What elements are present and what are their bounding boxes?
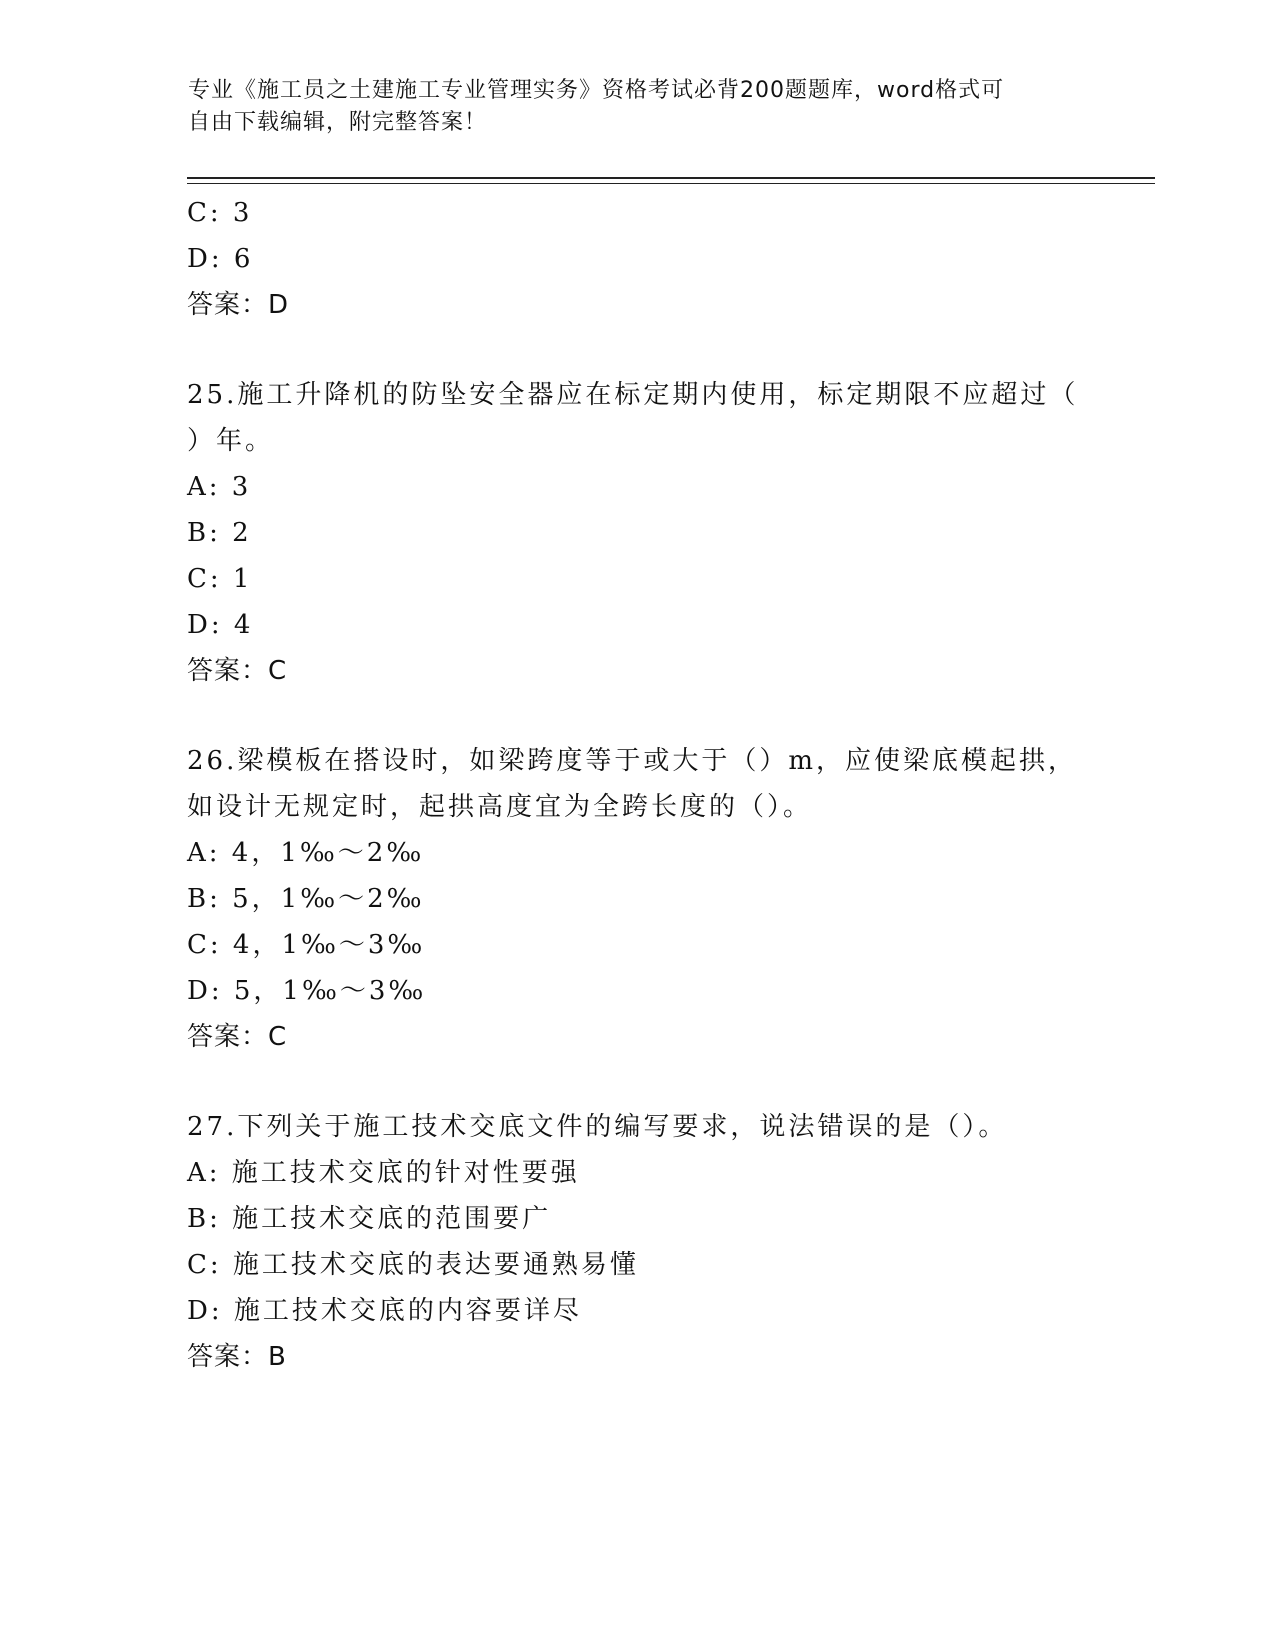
question-stem: 26.梁模板在搭设时，如梁跨度等于或大于（）m，应使梁底模起拱， (187, 746, 1078, 776)
previous-question-tail (187, 190, 1147, 328)
option-b: B: 2 (187, 518, 252, 548)
page-header (188, 75, 1088, 139)
option-a: A: 施工技术交底的针对性要强 (187, 1158, 580, 1188)
option-a: A: 3 (187, 472, 252, 502)
question-list (187, 190, 1147, 1380)
option-c: C: 1 (187, 564, 253, 594)
answer-line: 答案：D (187, 290, 290, 320)
answer-line: 答案：C (187, 1022, 288, 1052)
option-b: B: 施工技术交底的范围要广 (187, 1204, 552, 1234)
option-d: D: 5，1‰～3‰ (187, 976, 427, 1006)
answer-line: 答案：C (187, 656, 288, 686)
question-26 (187, 738, 1147, 1060)
option-c: C: 施工技术交底的表达要通熟易懂 (187, 1250, 639, 1280)
header-rule (187, 183, 1155, 184)
answer-line: 答案：B (187, 1342, 287, 1372)
option-c: C: 3 (187, 198, 253, 228)
option-d: D: 施工技术交底的内容要详尽 (187, 1296, 582, 1326)
option-c: C: 4，1‰～3‰ (187, 930, 426, 960)
option-b: B: 5，1‰～2‰ (187, 884, 425, 914)
header-line: 专业《施工员之土建施工专业管理实务》资格考试必背200题题库，word格式可 (188, 78, 1005, 103)
header-line: 自由下载编辑，附完整答案！ (188, 110, 488, 135)
option-a: A: 4，1‰～2‰ (187, 838, 425, 868)
question-27 (187, 1104, 1147, 1380)
question-stem: 如设计无规定时，起拱高度宜为全跨长度的（）。 (187, 792, 813, 822)
question-stem: 25.施工升降机的防坠安全器应在标定期内使用，标定期限不应超过（ (187, 380, 1079, 410)
option-d: D: 4 (187, 610, 254, 640)
question-25 (187, 372, 1147, 694)
option-d: D: 6 (187, 244, 254, 274)
header-rule (187, 177, 1155, 179)
question-stem: 27.下列关于施工技术交底文件的编写要求，说法错误的是（）。 (187, 1112, 1008, 1142)
question-stem: ）年。 (187, 426, 275, 456)
